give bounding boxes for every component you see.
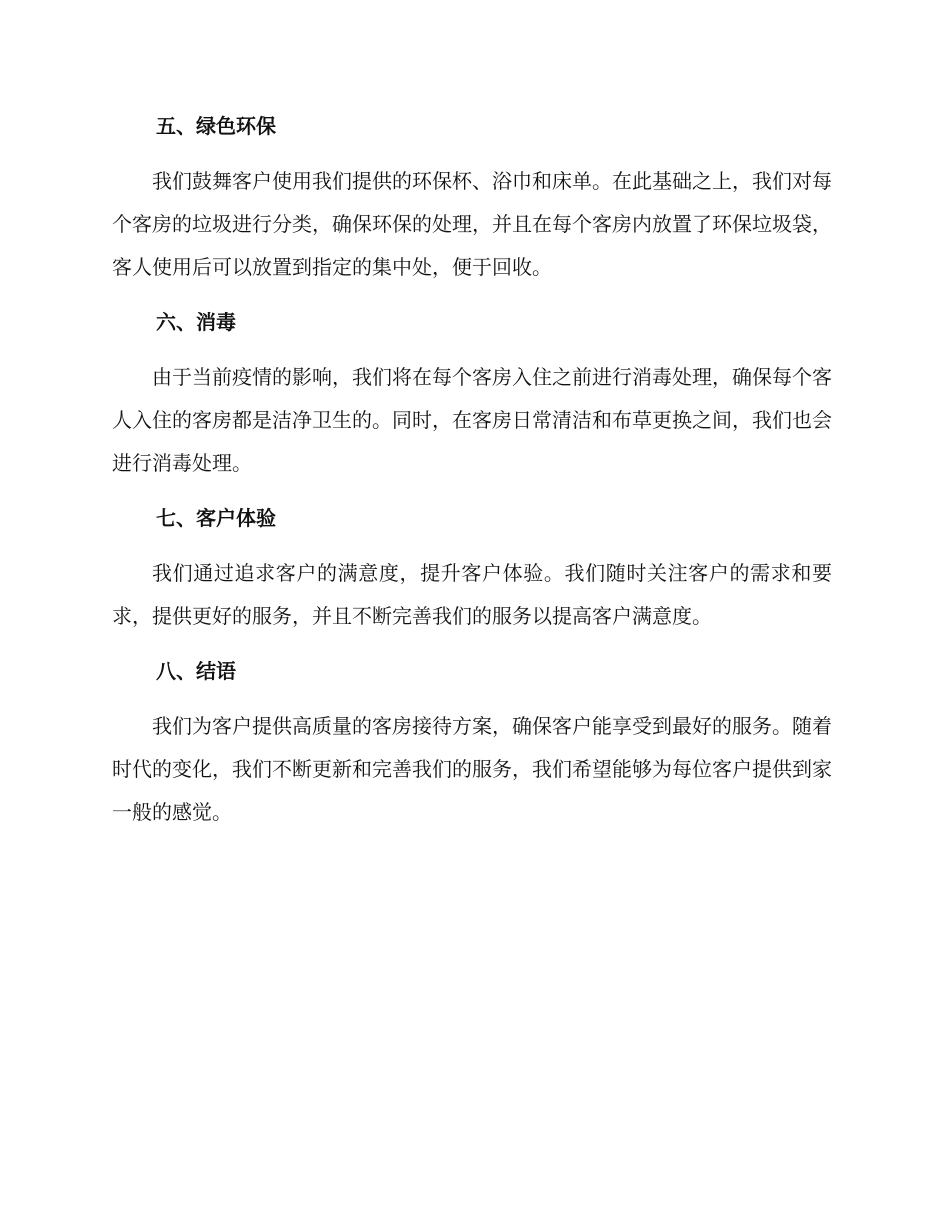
- section-green-environment: [112, 106, 832, 289]
- section-conclusion: [112, 651, 832, 834]
- section-disinfection: [112, 302, 832, 485]
- section-heading: 五、绿色环保: [156, 114, 276, 138]
- section-customer-experience: [112, 498, 832, 638]
- section-paragraph: 我们通过追求客户的满意度，提升客户体验。我们随时关注客户的需求和要求，提供更好的服务，并且不断完善我们的服务以提高客户满意度。: [112, 561, 832, 628]
- section-paragraph: 我们鼓舞客户使用我们提供的环保杯、浴巾和床单。在此基础之上，我们对每个客房的垃圾进行分类，确保环保的处理，并且在每个客房内放置了环保垃圾袋，客人使用后可以放置到指定的集中处，便于回收。: [112, 169, 832, 279]
- section-heading: 八、结语: [156, 659, 236, 683]
- section-paragraph: 由于当前疫情的影响，我们将在每个客房入住之前进行消毒处理，确保每个客人入住的客房都是洁净卫生的。同时，在客房日常清洁和布草更换之间，我们也会进行消毒处理。: [112, 365, 832, 475]
- section-heading: 六、消毒: [156, 310, 236, 334]
- document-page: [112, 106, 832, 847]
- section-paragraph: 我们为客户提供高质量的客房接待方案，确保客户能享受到最好的服务。随着时代的变化，我们不断更新和完善我们的服务，我们希望能够为每位客户提供到家一般的感觉。: [112, 714, 832, 824]
- section-heading: 七、客户体验: [156, 506, 276, 530]
